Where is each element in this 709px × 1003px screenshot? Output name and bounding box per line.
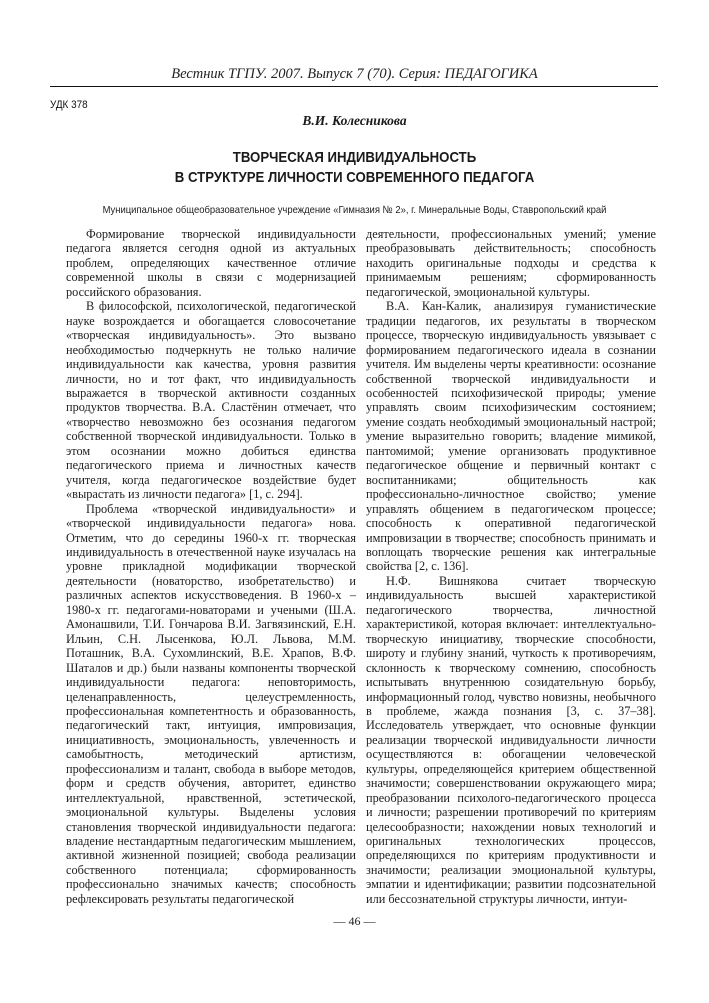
- paragraph-continuation: деятельности, профессиональных умений; умение преобразовывать действительность; способность находить оригинальные подходы и средства к принимаемым решениям; сформированность педагогической, эмоциональной культуры.: [366, 227, 656, 299]
- author-name: В.И. Колесникова: [302, 113, 407, 128]
- title-line-2: В СТРУКТУРЕ ЛИЧНОСТИ СОВРЕМЕННОГО ПЕДАГОГА: [174, 169, 535, 186]
- right-column: [366, 227, 656, 906]
- paragraph: Формирование творческой индивидуальности педагога является сегодня одной из актуальных проблем, определяющих качественное отличие современной школы в связи с модернизацией российского образования.: [66, 227, 356, 299]
- paragraph: В.А. Кан-Калик, анализируя гуманистические традиции педагогов, их результаты в творческом процессе, творческую индивидуальность увязывает с формированием педагогического идеала в сознании учителя. Им выделены черты креативности: осознание собственной творческой индивидуальности и особенностей психофизической природы; умение управлять своим психофизическим состоянием; умение создать необходимый эмоциональный настрой; умение выразительно говорить; владение мимикой, пантомимой; умение организовать продуктивное педагогическое общение и первичный контакт с воспитанниками; общительность как профессионально-личностное свойство; умение управлять общением в педагогическом процессе; способность к оперативной педагогической импровизации в творчестве; способность принимать и воплощать творческие решения как интегральные свойства [2, с. 136].: [366, 299, 656, 574]
- udk-code: УДК 378: [50, 99, 88, 111]
- affiliation: Муниципальное общеобразовательное учреждение «Гимназия № 2», г. Минеральные Воды, Ставропольский край: [102, 204, 607, 216]
- paragraph: Проблема «творческой индивидуальности» и «творческой индивидуальности педагога» нова. Отметим, что до середины 1960-х гг. творческая индивидуальность в отечественной науке изучалась на уровне прикладной модификации творческой деятельности (новаторство, изобретательство) и различных аспектов искусствоведения. В 1960-х – 1980-х гг. педагогами-новаторами и учеными (Ш.А. Амонашвили, Т.И. Гончарова В.И. Загвязинский, Е.Н. Ильин, С.Н. Лысенкова, Ю.Л. Львова, М.М. Поташник, В.А. Сухомлинский, В.Е. Храпов, В.Ф. Шаталов и др.) были названы компоненты творческой индивидуальности педагога: неповторимость, целенаправленность, целеустремленность, профессиональная компетентность и образованность, педагогический такт, интуиция, импровизация, инициативность, эмоциональность, увлеченность и самобытность, методический артистизм, профессионализм и талант, свобода в выборе методов, форм и средств обучения, авторитет, единство интеллектуальной, нравственной, эстетической, эмоциональной культуры. Выделены условия становления творческой индивидуальности педагога: владение нестандартным педагогическим мышлением, активной жизненной позицией; свобода реализации собственного потенциала; сформированность профессионально значимых качеств; способность рефлексировать результаты педагогической: [66, 501, 356, 906]
- paragraph: Н.Ф. Вишнякова считает творческую индивидуальность высшей характеристикой педагогического творчества, личностной характеристикой, которая включает: интеллектуально-творческую инициативу, творческие способности, широту и глубину знаний, чуткость к противоречиям, склонность к творческому сомнению, способность испытывать внутреннюю созидательную борьбу, информационный голод, чувство новизны, необычного в проблеме, жажда познания [3, с. 37–38]. Исследователь утверждает, что основные функции реализации творческой индивидуальности личности осуществляются в: обогащении человеческой культуры, определяющейся критерием общественной значимости; совершенствовании окружающего мира; преобразовании психолого-педагогического процесса и личности; разрешении противоречий по критериям целесообразности; нахождении новых технологий и оригинальных технологических процессов, определяющихся по критериям продуктивности и значимости; реализации эмоциональной культуры, эмпатии и идентификации; развитии подсознательной или бессознательной структуры личности, интуи-: [366, 573, 656, 906]
- left-column: [66, 227, 356, 906]
- article-title: [43, 148, 667, 188]
- running-head: Вестник ТГПУ. 2007. Выпуск 7 (70). Серия: ПЕДАГОГИКА: [171, 66, 538, 82]
- title-line-1: ТВОРЧЕСКАЯ ИНДИВИДУАЛЬНОСТЬ: [232, 149, 477, 166]
- page-number: — 46 —: [333, 914, 376, 928]
- header-rule: [50, 86, 658, 87]
- paragraph: В философской, психологической, педагогической науке возрождается и обогащается словосочетание «творческая индивидуальность». Это вызвано необходимостью подчеркнуть не только наличие индивидуальности как качества, уровня развития личности, но и тот факт, что индивидуальность выражается в творческой активности созданных продуктов творчества. В.А. Сластёнин отмечает, что «творчество невозможно без осознания педагогом собственной творческой индивидуальности. Только в этом осознании можно добиться единства педагогического приема и личностных качеств учителя, когда педагогическое воздействие будет «вырастать из личности педагога» [1, с. 294].: [66, 299, 356, 502]
